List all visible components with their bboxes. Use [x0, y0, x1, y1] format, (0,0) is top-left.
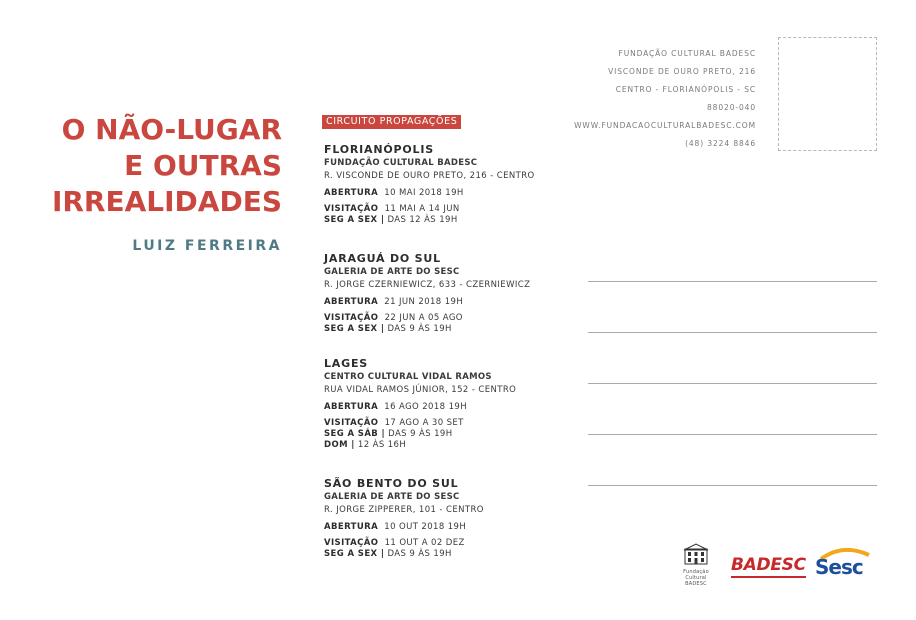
artist-name: LUIZ FERREIRA	[132, 238, 282, 254]
address-line	[588, 332, 877, 333]
circuit-badge: CIRCUITO PROPAGAÇÕES	[322, 115, 461, 129]
hours-row	[324, 324, 530, 335]
hours-value: DAS 9 ÀS 19H	[387, 324, 452, 334]
venue-sao-bento-do-sul	[324, 478, 484, 560]
sender-line: FUNDAÇÃO CULTURAL BADESC	[618, 49, 756, 58]
venue-gallery: CENTRO CULTURAL VIDAL RAMOS	[324, 372, 492, 382]
sender-line: VISCONDE DE OURO PRETO, 216	[608, 67, 756, 76]
exhibition-title	[20, 112, 282, 220]
visit-row	[324, 418, 516, 429]
sender-website: WWW.FUNDACAOCULTURALBADESC.COM	[574, 121, 756, 130]
address-line	[588, 281, 877, 282]
address-line	[588, 383, 877, 384]
sesc-logo-text: Sesc	[815, 555, 863, 579]
sender-line: CENTRO - FLORIANÓPOLIS - SC	[615, 85, 756, 94]
opening-value: 16 AGO 2018 19H	[384, 402, 467, 412]
visit-value: 11 MAI A 14 JUN	[384, 204, 460, 214]
fundacao-logo-text-1: Fundação	[683, 569, 709, 575]
sesc-logo	[815, 545, 871, 579]
stamp-box	[778, 37, 877, 151]
venue-gallery: GALERIA DE ARTE DO SESC	[324, 267, 460, 277]
hours-label: DOM |	[324, 440, 355, 450]
opening-value: 10 MAI 2018 19H	[384, 188, 464, 198]
opening-label: ABERTURA	[324, 188, 379, 198]
venue-address: RUA VIDAL RAMOS JÚNIOR, 152 - CENTRO	[324, 385, 517, 395]
hours-value: DAS 9 ÀS 19H	[387, 549, 452, 559]
venue-city: JARAGUÁ DO SUL	[324, 252, 441, 265]
address-line	[588, 485, 877, 486]
sender-phone: (48) 3224 8846	[685, 139, 756, 148]
hours-row	[324, 440, 516, 451]
building-icon	[683, 543, 709, 565]
venue-gallery: GALERIA DE ARTE DO SESC	[324, 492, 460, 502]
visit-value: 11 OUT A 02 DEZ	[384, 538, 465, 548]
venue-address: R. JORGE ZIPPERER, 101 - CENTRO	[324, 505, 484, 515]
opening-label: ABERTURA	[324, 402, 379, 412]
venue-jaragua-do-sul	[324, 253, 530, 335]
hours-label: SEG A SEX |	[324, 215, 385, 225]
hours-value: DAS 12 ÀS 19H	[387, 215, 458, 225]
visit-label: VISITAÇÃO	[324, 204, 379, 214]
visit-label: VISITAÇÃO	[324, 538, 379, 548]
title-line-2: E OUTRAS	[124, 149, 282, 182]
opening-row	[324, 402, 516, 413]
venue-address: R. VISCONDE DE OURO PRETO, 216 - CENTRO	[324, 171, 535, 181]
opening-value: 21 JUN 2018 19H	[384, 297, 464, 307]
venue-florianopolis	[324, 144, 535, 226]
opening-row	[324, 188, 535, 199]
hours-label: SEG A SÁB |	[324, 429, 386, 439]
hours-row	[324, 429, 516, 440]
opening-label: ABERTURA	[324, 297, 379, 307]
fundacao-logo	[675, 543, 717, 587]
title-line-1: O NÃO-LUGAR	[61, 113, 282, 146]
sender-line: 88020-040	[707, 103, 756, 112]
fundacao-logo-text-2: Cultural BADESC	[685, 575, 707, 587]
hours-label: SEG A SEX |	[324, 549, 385, 559]
visit-value: 17 AGO A 30 SET	[384, 418, 464, 428]
visit-value: 22 JUN A 05 AGO	[384, 313, 463, 323]
visit-row	[324, 538, 484, 549]
hours-value: 12 ÀS 16H	[357, 440, 407, 450]
visit-row	[324, 313, 530, 324]
sender-address	[574, 45, 756, 153]
address-line	[588, 434, 877, 435]
opening-row	[324, 522, 484, 533]
opening-row	[324, 297, 530, 308]
hours-row	[324, 549, 484, 560]
visit-row	[324, 204, 535, 215]
badesc-logo-text: BADESC	[731, 555, 806, 575]
venue-gallery: FUNDAÇÃO CULTURAL BADESC	[324, 158, 478, 168]
title-line-3: IRREALIDADES	[51, 185, 282, 218]
venue-city: SÃO BENTO DO SUL	[324, 477, 459, 490]
hours-value: DAS 9 ÀS 19H	[388, 429, 453, 439]
hours-label: SEG A SEX |	[324, 324, 385, 334]
opening-value: 10 OUT 2018 19H	[384, 522, 467, 532]
venue-city: LAGES	[324, 357, 368, 370]
venue-address: R. JORGE CZERNIEWICZ, 633 - CZERNIEWICZ	[324, 280, 531, 290]
visit-label: VISITAÇÃO	[324, 418, 379, 428]
visit-label: VISITAÇÃO	[324, 313, 379, 323]
venue-lages	[324, 358, 516, 451]
hours-row	[324, 215, 535, 226]
venue-city: FLORIANÓPOLIS	[324, 143, 434, 156]
badesc-logo	[731, 555, 806, 575]
opening-label: ABERTURA	[324, 522, 379, 532]
